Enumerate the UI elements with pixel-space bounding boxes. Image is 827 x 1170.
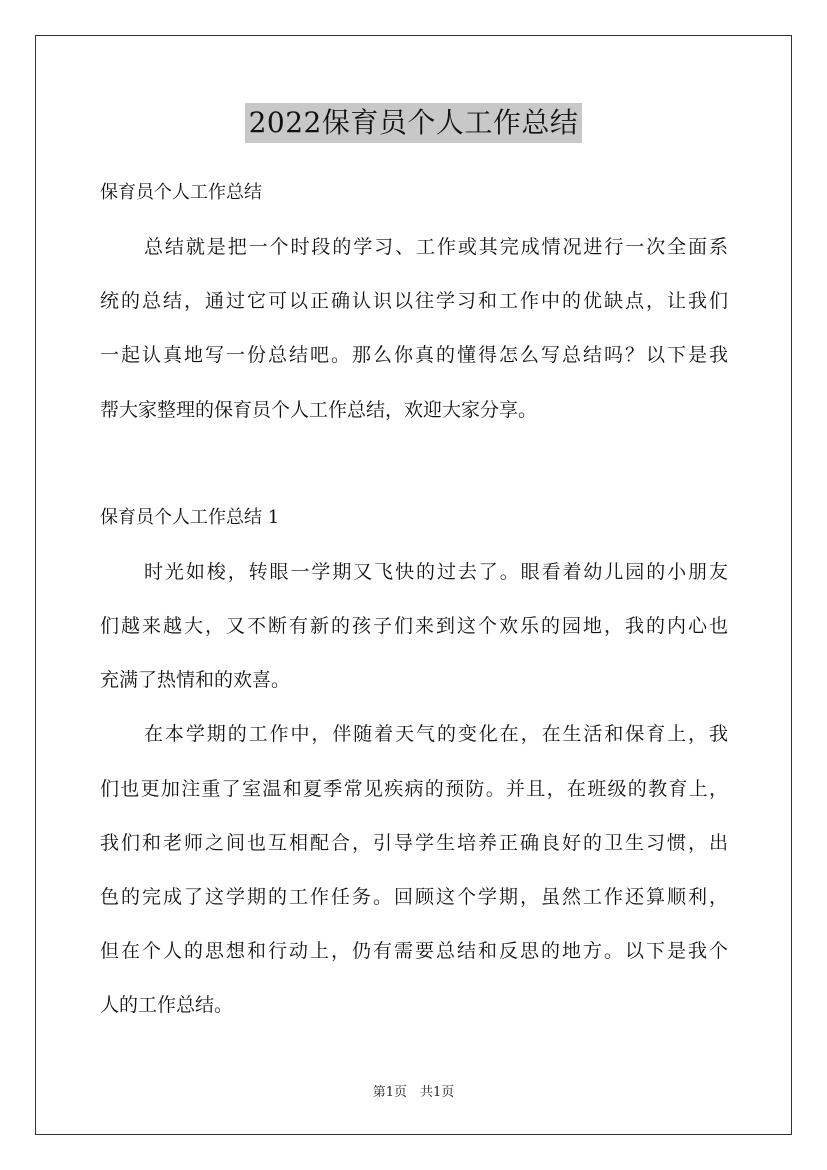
paragraph-line: 但在个人的思想和行动上，仍有需要总结和反思的地方。以下是我个 bbox=[100, 940, 728, 962]
paragraph-line: 在本学期的工作中，伴随着天气的变化在，在生活和保育上，我 bbox=[144, 723, 728, 745]
paragraph-line: 们越来越大，又不断有新的孩子们来到这个欢乐的园地，我的内心也 bbox=[100, 615, 728, 637]
intro-line: 帮大家整理的保育员个人工作总结，欢迎大家分享。 bbox=[100, 399, 538, 421]
intro-line: 一起认真地写一份总结吧。那么你真的懂得怎么写总结吗？以下是我 bbox=[100, 344, 728, 366]
paragraph-line: 我们和老师之间也互相配合，引导学生培养正确良好的卫生习惯，出 bbox=[100, 832, 728, 854]
paragraph-line: 充满了热情和的欢喜。 bbox=[100, 669, 291, 691]
paragraph-line: 色的完成了这学期的工作任务。回顾这个学期，虽然工作还算顺利， bbox=[100, 886, 728, 908]
document-title: 2022保育员个人工作总结 bbox=[245, 103, 583, 143]
title-wrap bbox=[0, 103, 827, 143]
section1-heading: 保育员个人工作总结 1 bbox=[100, 507, 280, 528]
paragraph-line: 时光如梭，转眼一学期又飞快的过去了。眼看着幼儿园的小朋友 bbox=[144, 561, 728, 583]
intro-heading: 保育员个人工作总结 bbox=[100, 182, 262, 203]
intro-line: 统的总结，通过它可以正确认识以往学习和工作中的优缺点，让我们 bbox=[100, 290, 728, 312]
paragraph-line: 人的工作总结。 bbox=[100, 994, 234, 1016]
paragraph-line: 们也更加注重了室温和夏季常见疾病的预防。并且，在班级的教育上， bbox=[100, 778, 728, 800]
intro-line: 总结就是把一个时段的学习、工作或其完成情况进行一次全面系 bbox=[144, 236, 728, 258]
page-number-footer: 第1页 共1页 bbox=[372, 1085, 455, 1100]
